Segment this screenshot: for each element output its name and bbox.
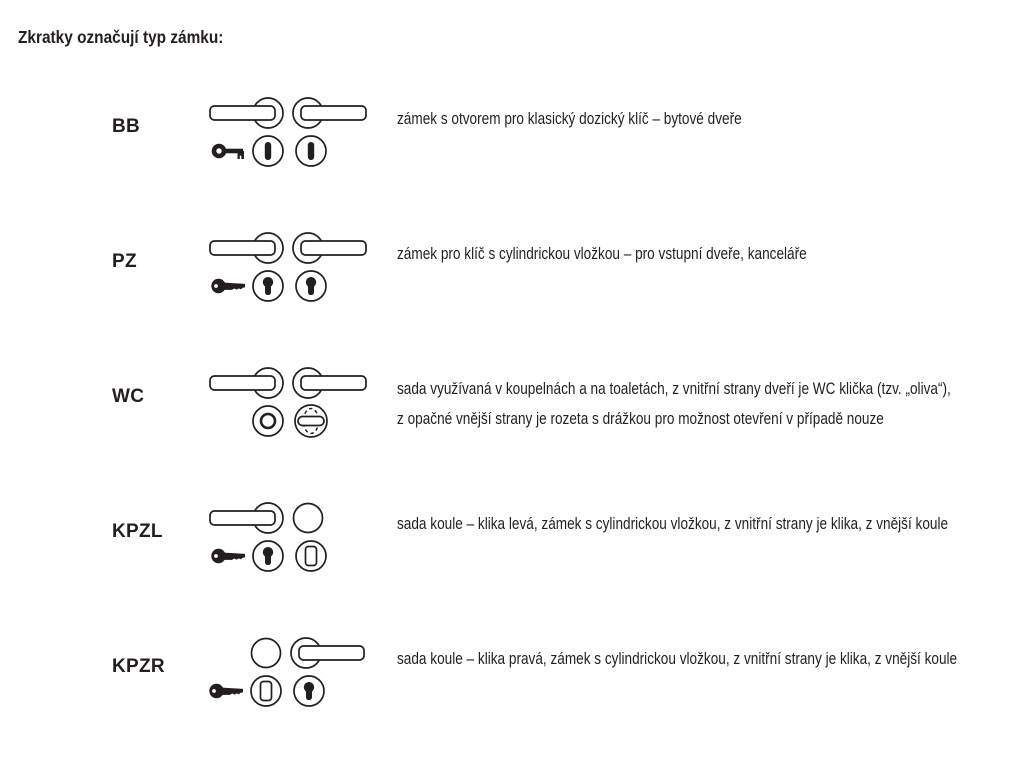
pz-cylinder-rosette-icon <box>253 271 283 301</box>
kpzr-lockset-icon <box>202 634 374 712</box>
kpzl-lockset-icon <box>202 499 374 577</box>
lock-code-bb: BB <box>112 116 141 137</box>
lock-description-kpzl <box>397 509 948 539</box>
description-line: sada využívaná v koupelnách a na toaletách, z vnitřní strany dveří je WC klička (tzv. „oliva“), <box>397 379 951 398</box>
bb-keyhole-rosette-icon <box>253 136 283 166</box>
lock-code-kpzl: KPZL <box>112 521 163 542</box>
description-line: zámek s otvorem pro klasický dozický klíč – bytové dveře <box>397 109 742 128</box>
lock-description-bb <box>397 104 742 134</box>
bb-lockset-icon <box>202 94 374 172</box>
lock-type-row-bb <box>112 94 1011 172</box>
pz-cylinder-rosette-icon <box>296 271 326 301</box>
lock-type-row-kpzr <box>112 634 1011 712</box>
grooved-rosette-icon <box>253 406 283 436</box>
lever-handle-left-icon <box>210 503 283 533</box>
pz-cylinder-rosette-icon <box>294 676 324 706</box>
lever-handle-right-icon <box>293 368 366 398</box>
lock-type-row-wc <box>112 364 1011 442</box>
knob-ball-icon <box>294 504 323 533</box>
lever-handle-right-icon <box>291 638 364 668</box>
lever-handle-left-icon <box>210 233 283 263</box>
lock-code-kpzr: KPZR <box>112 656 165 677</box>
pz-lockset-icon <box>202 229 374 307</box>
pz-cylinder-rosette-icon <box>253 541 283 571</box>
wc-oliva-turn-icon <box>295 405 327 437</box>
lock-type-row-kpzl <box>112 499 1011 577</box>
thumbturn-rosette-icon <box>251 676 281 706</box>
cylinder-key-icon <box>211 279 245 293</box>
lock-type-legend <box>0 94 1011 712</box>
lock-code-wc: WC <box>112 386 145 407</box>
description-line: zámek pro klíč s cylindrickou vložkou – pro vstupní dveře, kanceláře <box>397 244 807 263</box>
lock-description-kpzr <box>397 644 957 674</box>
lock-description-pz <box>397 239 807 269</box>
cylinder-key-icon <box>209 684 243 698</box>
thumbturn-rosette-icon <box>296 541 326 571</box>
description-line: sada koule – klika levá, zámek s cylindrickou vložkou, z vnitřní strany je klika, z vnější koule <box>397 514 949 533</box>
description-line: sada koule – klika pravá, zámek s cylindrickou vložkou, z vnitřní strany je klika, z vnější koule <box>397 649 958 668</box>
cylinder-key-icon <box>211 549 245 563</box>
classic-bit-key-icon <box>214 146 244 159</box>
wc-lockset-icon <box>202 364 374 442</box>
lock-type-row-pz <box>112 229 1011 307</box>
lever-handle-left-icon <box>210 98 283 128</box>
knob-ball-icon <box>252 639 281 668</box>
lever-handle-left-icon <box>210 368 283 398</box>
lever-handle-right-icon <box>293 233 366 263</box>
lever-handle-right-icon <box>293 98 366 128</box>
page-title: Zkratky označují typ zámku: <box>18 27 224 47</box>
description-line: z opačné vnější strany je rozeta s drážkou pro možnost otevření v případě nouze <box>397 409 884 428</box>
bb-keyhole-rosette-icon <box>296 136 326 166</box>
lock-code-pz: PZ <box>112 251 137 272</box>
lock-description-wc <box>397 374 951 434</box>
